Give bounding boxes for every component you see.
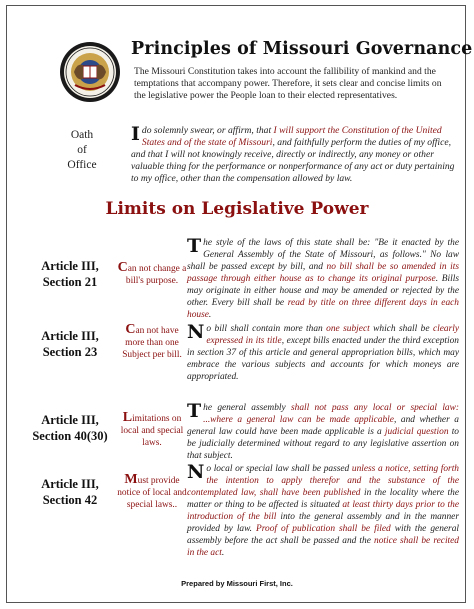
- oath-highlight: I will support the Constitution of the United States and of the state of Missouri: [141, 125, 442, 149]
- article-summary: [117, 262, 187, 287]
- oath-label: [57, 128, 107, 173]
- article-text-span: . Bills may originate in either house and may be amended or rejected by the other. Every bill shall be: [187, 274, 459, 308]
- article-label-line: Article III,: [41, 329, 99, 343]
- article-label-line: Article III,: [41, 413, 99, 427]
- oath-label-line: Oath: [70, 129, 94, 141]
- article-summary: [117, 324, 187, 361]
- article-highlight: clearly expressed in its title: [206, 324, 459, 346]
- drop-cap: N: [187, 461, 205, 483]
- article-text-span: with the general assembly before the act shall be passed and the: [187, 524, 459, 546]
- article-text-span: .: [221, 548, 225, 558]
- summary-cap: L: [122, 410, 133, 425]
- summary-text: an not have more than one Subject per bill.: [122, 326, 182, 360]
- article-label-line: Section 42: [42, 493, 98, 507]
- summary-text: ust provide notice of local and special laws..: [117, 476, 187, 510]
- intro-paragraph: The Missouri Constitution takes into account the fallibility of mankind and the temptations that accompany power. Therefore, it sets clear and concise limits on the legislative power the People loan to their elected representatives.: [134, 66, 442, 102]
- article-label-line: Section 23: [42, 345, 98, 359]
- article-text-span: o local or special law shall be passed: [206, 464, 352, 474]
- summary-cap: C: [117, 260, 128, 275]
- oath-label-line: Office: [67, 159, 97, 171]
- article-summary: [117, 412, 187, 449]
- oath-text-span: , and faithfully perform the duties of my office, and that I will not knowingly receive, directly or indirectly, any money or other valuable thing for the performance or nonperformance of any act or duty pertaining to my office, other than the compensation allowed by law.: [131, 137, 455, 185]
- article-text-span: in the locality where the matter or thing to be affected is situated: [187, 488, 459, 510]
- drop-cap: T: [187, 235, 202, 257]
- article-text-span: , except bills enacted under the third exception in section 37 of this article and general appropriation bills, which may embrace the various subjects and accounts for which moneys are appropriated.: [187, 336, 459, 382]
- oath-text: [131, 125, 455, 185]
- article-label-line: Section 21: [42, 275, 98, 289]
- oath-text-span: do solemnly swear, or affirm, that: [141, 125, 274, 136]
- article-text-span: o bill shall contain more than: [206, 324, 327, 334]
- article-text: [187, 463, 459, 559]
- article-highlight: read by title on three different days in each house: [187, 298, 459, 320]
- article-label: [25, 328, 115, 360]
- summary-text: an not change a bill's purpose.: [125, 264, 187, 286]
- article-highlight: one subject: [326, 324, 370, 334]
- article-text: [187, 402, 459, 462]
- drop-cap: T: [187, 400, 202, 422]
- article-highlight: no bill shall be so amended in its passage through either house as to change its original purpose: [187, 262, 459, 284]
- article-text: [187, 323, 459, 383]
- summary-text: imitations on local and special laws.: [120, 414, 184, 448]
- article-highlight: shall not pass any local or special law: ...where a general law can be made applicable: [203, 403, 459, 425]
- article-summary: [117, 474, 187, 511]
- oath-label-line: of: [77, 144, 87, 156]
- article-label: [25, 412, 115, 444]
- section-title: Limits on Legislative Power: [105, 199, 369, 219]
- article-highlight: notice shall be recited in the act: [187, 536, 459, 558]
- article-text: [187, 237, 459, 321]
- article-label-line: Article III,: [41, 259, 99, 273]
- article-text-span: he general assembly: [203, 403, 291, 413]
- missouri-seal-icon: [59, 41, 121, 103]
- drop-cap: N: [187, 321, 205, 343]
- article-text-span: into the general assembly and in the manner provided by law.: [187, 512, 459, 534]
- footer-credit: Prepared by Missouri First, Inc.: [181, 579, 293, 588]
- article-text-span: to be judicially determined without regard to any legislative assertion on that subject.: [187, 427, 459, 461]
- article-highlight: Proof of publication shall be filed: [256, 524, 391, 534]
- page-title: Principles of Missouri Governance: [131, 39, 473, 59]
- article-highlight: at least thirty days prior to the introduction of the bill: [187, 500, 459, 522]
- drop-cap: I: [131, 123, 140, 145]
- article-highlight: judicial question: [384, 427, 449, 437]
- article-label-line: Section 40(30): [32, 429, 108, 443]
- summary-cap: M: [124, 472, 138, 487]
- article-text-span: , and whether a general law could have been made applicable is a: [187, 415, 459, 437]
- document-page: [6, 5, 473, 603]
- article-label-line: Article III,: [41, 477, 99, 491]
- article-label: [25, 476, 115, 508]
- summary-cap: C: [125, 322, 136, 337]
- article-text-span: which shall be: [369, 324, 433, 334]
- article-text-span: .: [208, 310, 212, 320]
- article-highlight: unless a notice, setting forth the intention to apply therefor and the substance of the contemplated law, shall have been published: [187, 464, 459, 498]
- article-label: [25, 258, 115, 290]
- article-text-span: he style of the laws of this state shall be: "Be it enacted by the General Assembly of the State of Missouri, as follows." No law shall be passed except by bill, and: [187, 238, 459, 272]
